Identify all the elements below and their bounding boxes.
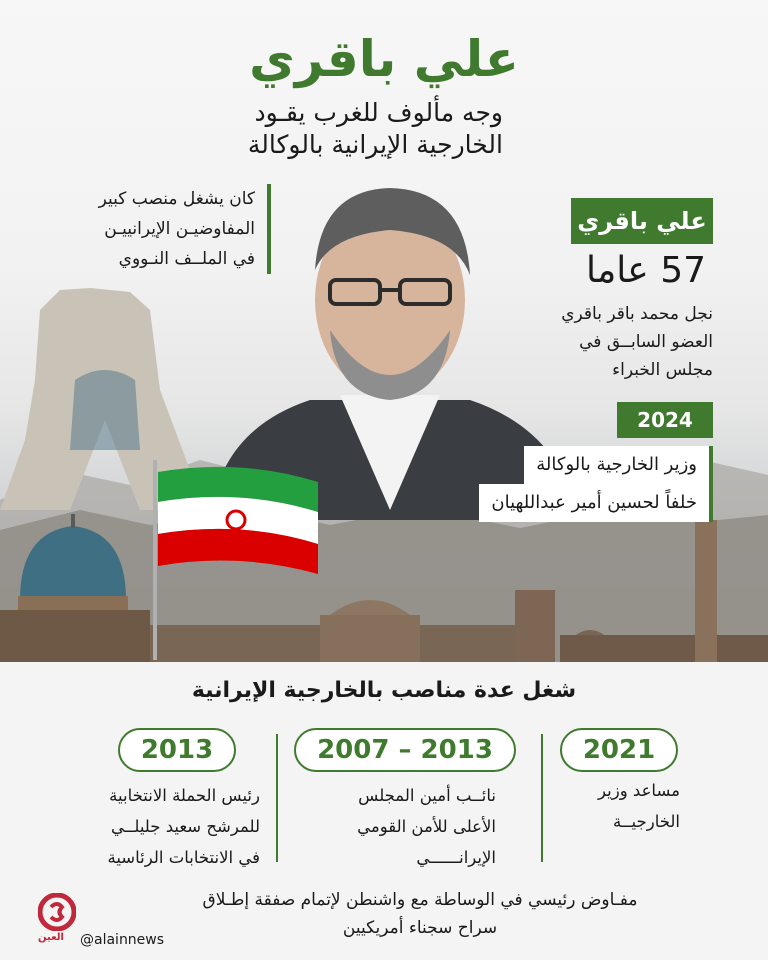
subtitle-line-2: الخارجية الإيرانية بالوكالة xyxy=(247,130,503,159)
iran-flag-icon xyxy=(150,460,325,660)
column-divider xyxy=(276,734,278,862)
quote-line-1: كان يشغل منصب كبير xyxy=(98,189,255,209)
bio-block xyxy=(493,300,713,384)
quote-line-2: المفاوضيـن الإيرانييـن xyxy=(104,219,255,239)
quote-block xyxy=(71,184,271,274)
name-tag: علي باقري xyxy=(571,198,713,244)
bio-line-3: مجلس الخبراء xyxy=(612,360,713,380)
position-line: رئيس الحملة الانتخابية xyxy=(109,786,260,805)
year-pill-2007-2013: 2013 – 2007 xyxy=(294,728,516,772)
position-line: الإيرانــــــي xyxy=(416,848,496,867)
role-line-2: خلفاً لحسين أمير عبداللهيان xyxy=(479,484,713,522)
quote-line-3: في الملــف النـووي xyxy=(118,249,255,269)
position-line: للمرشح سعيد جليلــي xyxy=(110,817,260,836)
position-line: في الانتخابات الرئاسية xyxy=(107,848,260,867)
brand-label: العين xyxy=(38,932,64,943)
year-pill-2013: 2013 xyxy=(118,728,236,772)
subtitle-line-1: وجه مألوف للغرب يقـود xyxy=(254,98,503,127)
position-text-2007-2013 xyxy=(296,780,496,873)
section-title: شغل عدة مناصب بالخارجية الإيرانية xyxy=(191,678,577,703)
position-text-2013 xyxy=(60,780,260,873)
bio-line-1: نجل محمد باقر باقري xyxy=(561,304,713,324)
footer-note xyxy=(110,886,730,942)
year-tag: 2024 xyxy=(617,402,713,438)
position-text-2021 xyxy=(540,775,680,837)
alain-logo-icon xyxy=(38,893,76,931)
main-title: علي باقري xyxy=(249,30,519,88)
position-line: نائــب أمين المجلس xyxy=(358,786,496,805)
footer-note-line-2: سراح سجناء أمريكيين xyxy=(342,918,498,938)
social-handle: @alainnews xyxy=(80,932,165,948)
position-line: الأعلى للأمن القومي xyxy=(357,817,496,836)
position-line: مساعد وزير xyxy=(598,781,680,800)
age-label: 57 عاما xyxy=(586,250,706,291)
role-line-1: وزير الخارجية بالوكالة xyxy=(524,446,713,484)
position-line: الخارجيــة xyxy=(613,812,680,831)
footer-note-line-1: مفـاوض رئيسي في الوساطة مع واشنطن لإتمام صفقة إطـلاق xyxy=(202,890,638,910)
year-pill-2021: 2021 xyxy=(560,728,678,772)
bio-line-2: العضو السابــق في xyxy=(579,332,713,352)
